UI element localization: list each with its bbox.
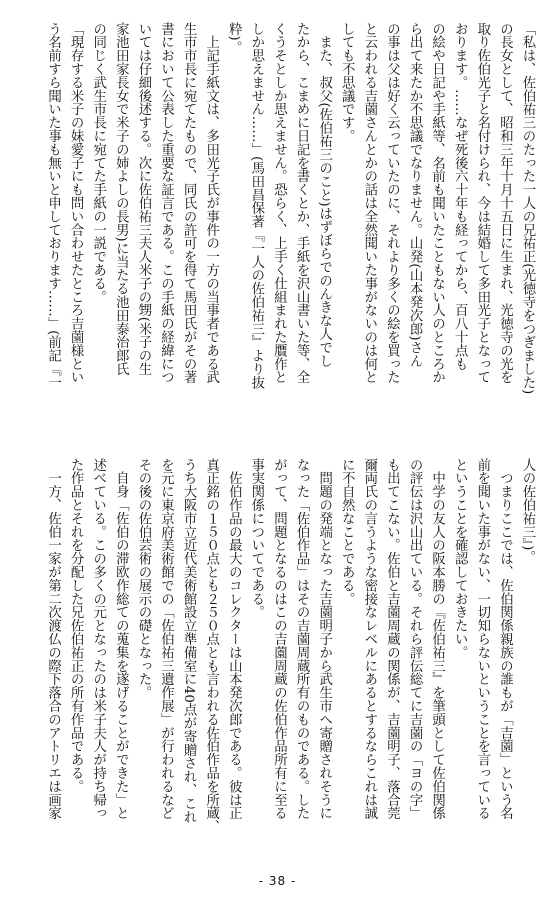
text-line: 前を聞いた事がない、一切知らないということを言っている [474, 458, 490, 820]
text-line: 爾両氏の言うような密接なレベルにあるとするならこれは誠 [361, 458, 377, 820]
text-line: に不自然なことである。 [339, 458, 355, 606]
text-line: その後の佐伯芸術の展示の礎となった。 [135, 458, 151, 700]
text-line: の評伝は沢山出ている。それら評伝総てに吉薗の「ヨの字」 [407, 458, 423, 820]
text-line: がって、問題となるのはこの吉薗周蔵の佐伯作品所有に至る [271, 458, 287, 820]
text-line: の同じく武生市長に宛てた手紙の一説である。 [90, 22, 106, 304]
text-line: を元に東京府美術館での「佐伯祐三遺作展」が行われるなど [158, 458, 174, 820]
text-line: の事は父は好く云っていたのに、それより多くの絵を買った [384, 22, 400, 384]
text-line: 問題の発端となった吉薗明子から武生市へ寄贈されそうに [316, 458, 332, 820]
text-line: 事実関係についてである。 [248, 458, 264, 619]
text-line: 生市市長に宛てたもので、同氏の許可を得て馬田氏がその著 [181, 22, 197, 384]
text-line: くうそとしか思えません。恐らく、上手く仕組まれた贋作と [271, 22, 287, 384]
text-line: 上記手紙文は、多田光子氏が事件の一方の当事者である武 [203, 22, 219, 384]
text-line: 人の佐伯祐三』)。 [520, 458, 535, 564]
text-line: と云われる吉薗さんとかの話は全然聞いた事がないのは何と [361, 22, 377, 384]
text-line: の絵や日記や手紙等、名前も聞いたこともない人のところか [429, 22, 445, 384]
text-line: つまりここでは、佐伯関係親族の誰もが「吉薗」という名 [497, 458, 513, 820]
text-line: ということを確認しておきたい。 [452, 458, 468, 659]
text-line: た作品とそれを分配した兄佐伯祐正の所有作品である。 [68, 458, 84, 793]
text-line: 述べている。この多くの元となったのは米子夫人が持ち帰っ [90, 458, 106, 820]
text-line: 「私は、佐伯祐三のたった一人の兄祐正(光徳寺をつぎました) [520, 22, 535, 395]
text-line: たから、こまめに日記を書くとか、手紙を沢山書いた等、全 [294, 22, 310, 384]
text-line: 佐伯作品の最大のコレクターは山本発次郎である。彼は正 [226, 458, 242, 820]
text-line: おります。……なぜ死後六十年も経ってから、百八十点も [452, 22, 468, 371]
text-line: 自身「佐伯の滞欧作総ての蒐集を遂げることができた」と [113, 458, 129, 820]
text-line: 「現存する米子の妹愛子にも問い合わせたところ吉薗様とい [68, 22, 84, 384]
text-line: も出てこない。佐伯と吉薗周蔵の関係が、吉薗明子、落合莞 [384, 458, 400, 820]
text-line: う名前すら聞いた事も無いと申しております……」(前記『一 [45, 22, 61, 390]
upper-text-block [10, 22, 538, 442]
text-line: 粋)。 [226, 22, 242, 55]
text-line: 取り佐伯光子と名付けられ、今は結婚して多田光子となって [474, 22, 490, 384]
lower-text-block [12, 458, 538, 878]
text-line: 中学の友人の阪本勝の『佐伯祐三』を筆頭として佐伯関係 [429, 458, 445, 820]
text-line: 家池田家長女で米子の姉よしの長男)に当たる池田泰治郎氏 [113, 22, 129, 376]
text-line: の長女として、昭和三年十月十五日に生まれ、光徳寺の光を [497, 22, 513, 384]
text-line: 書において公表した重要な証言である。この手紙の経緯につ [158, 22, 174, 384]
text-line: ら出て来たか不思議でなりません。山発(山本発次郎)さん [407, 22, 423, 368]
text-line: いては仔細後述する。次に佐伯祐三夫人米子の甥(米子の生 [135, 22, 151, 376]
text-line: また、叔父(佐伯祐三のこと)はずぼらでのんきな人でし [316, 22, 332, 368]
text-line: 一方、佐伯一家が第二次渡仏の際下落合のアトリエは画家 [45, 458, 61, 820]
text-line: なった「佐伯作品」はその吉薗周蔵所有のものである。した [294, 458, 310, 820]
text-line: うち大阪市立近代美術館設立準備室に40点が寄贈され、これ [181, 458, 197, 824]
text-line: 真正銘の１５０点とも２５０点とも言われる佐伯作品を所蔵、 [203, 458, 219, 834]
page-number: - 38 - [258, 874, 297, 888]
text-line: しても不思議です。 [339, 22, 355, 143]
text-line: しか思えません……」(馬田昌保著『一人の佐伯祐三』より抜 [248, 22, 264, 390]
